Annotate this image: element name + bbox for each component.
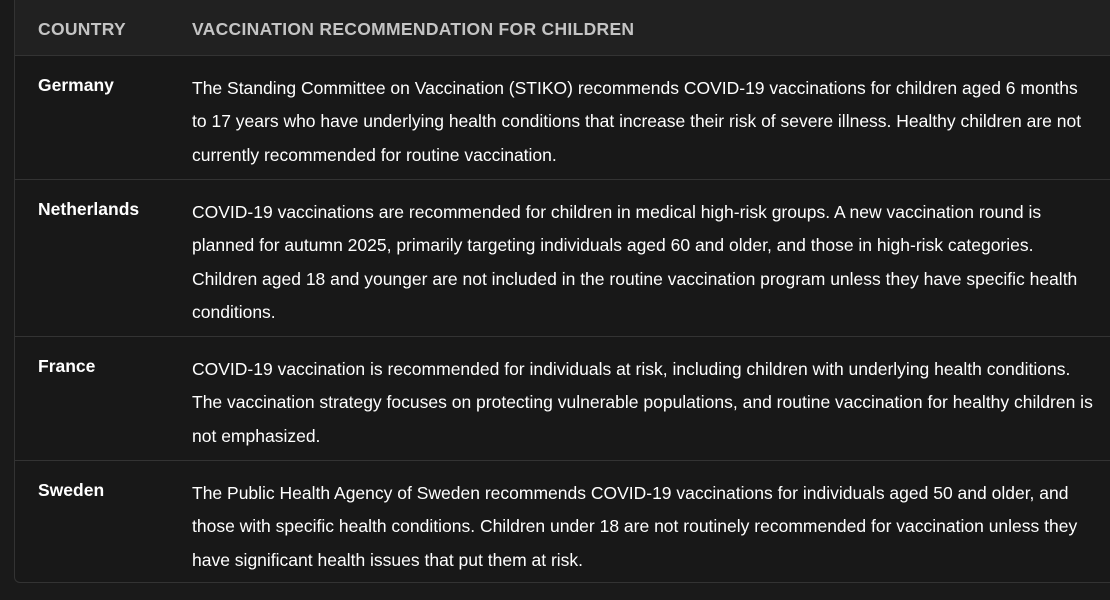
column-header-recommendation: VACCINATION RECOMMENDATION FOR CHILDREN xyxy=(192,19,635,39)
country-cell: Netherlands xyxy=(38,199,140,219)
table-row xyxy=(15,180,1110,337)
column-header-country: COUNTRY xyxy=(38,19,126,39)
recommendation-cell: COVID-19 vaccination is recommended for individuals at risk, including children with underlying health conditions. The vaccination strategy focuses on protecting vulnerable populations, and routine vaccination for healthy children is not emphasized. xyxy=(192,359,1093,446)
table-row xyxy=(15,56,1110,180)
country-cell: Sweden xyxy=(38,480,105,500)
recommendation-cell: The Standing Committee on Vaccination (STIKO) recommends COVID-19 vaccinations for children aged 6 months to 17 years who have underlying health conditions that increase their risk of severe illness. Healthy children are not currently recommended for routine vaccination. xyxy=(192,78,1082,165)
recommendation-cell: COVID-19 vaccinations are recommended for children in medical high-risk groups. A new vaccination round is planned for autumn 2025, primarily targeting individuals aged 60 and older, and those in high-risk categories. Children aged 18 and younger are not included in the routine vaccination program unless they have specific health conditions. xyxy=(192,202,1078,323)
recommendation-cell: The Public Health Agency of Sweden recommends COVID-19 vaccinations for individuals aged 50 and older, and those with specific health conditions. Children under 18 are not routinely recommended for vaccination unless they have significant health issues that put them at risk. xyxy=(192,483,1078,570)
country-cell: Germany xyxy=(38,75,114,95)
vaccination-table xyxy=(14,0,1110,583)
table-row xyxy=(15,337,1110,461)
table-header-row xyxy=(15,0,1110,56)
table-row xyxy=(15,461,1110,583)
country-cell: France xyxy=(38,356,96,376)
